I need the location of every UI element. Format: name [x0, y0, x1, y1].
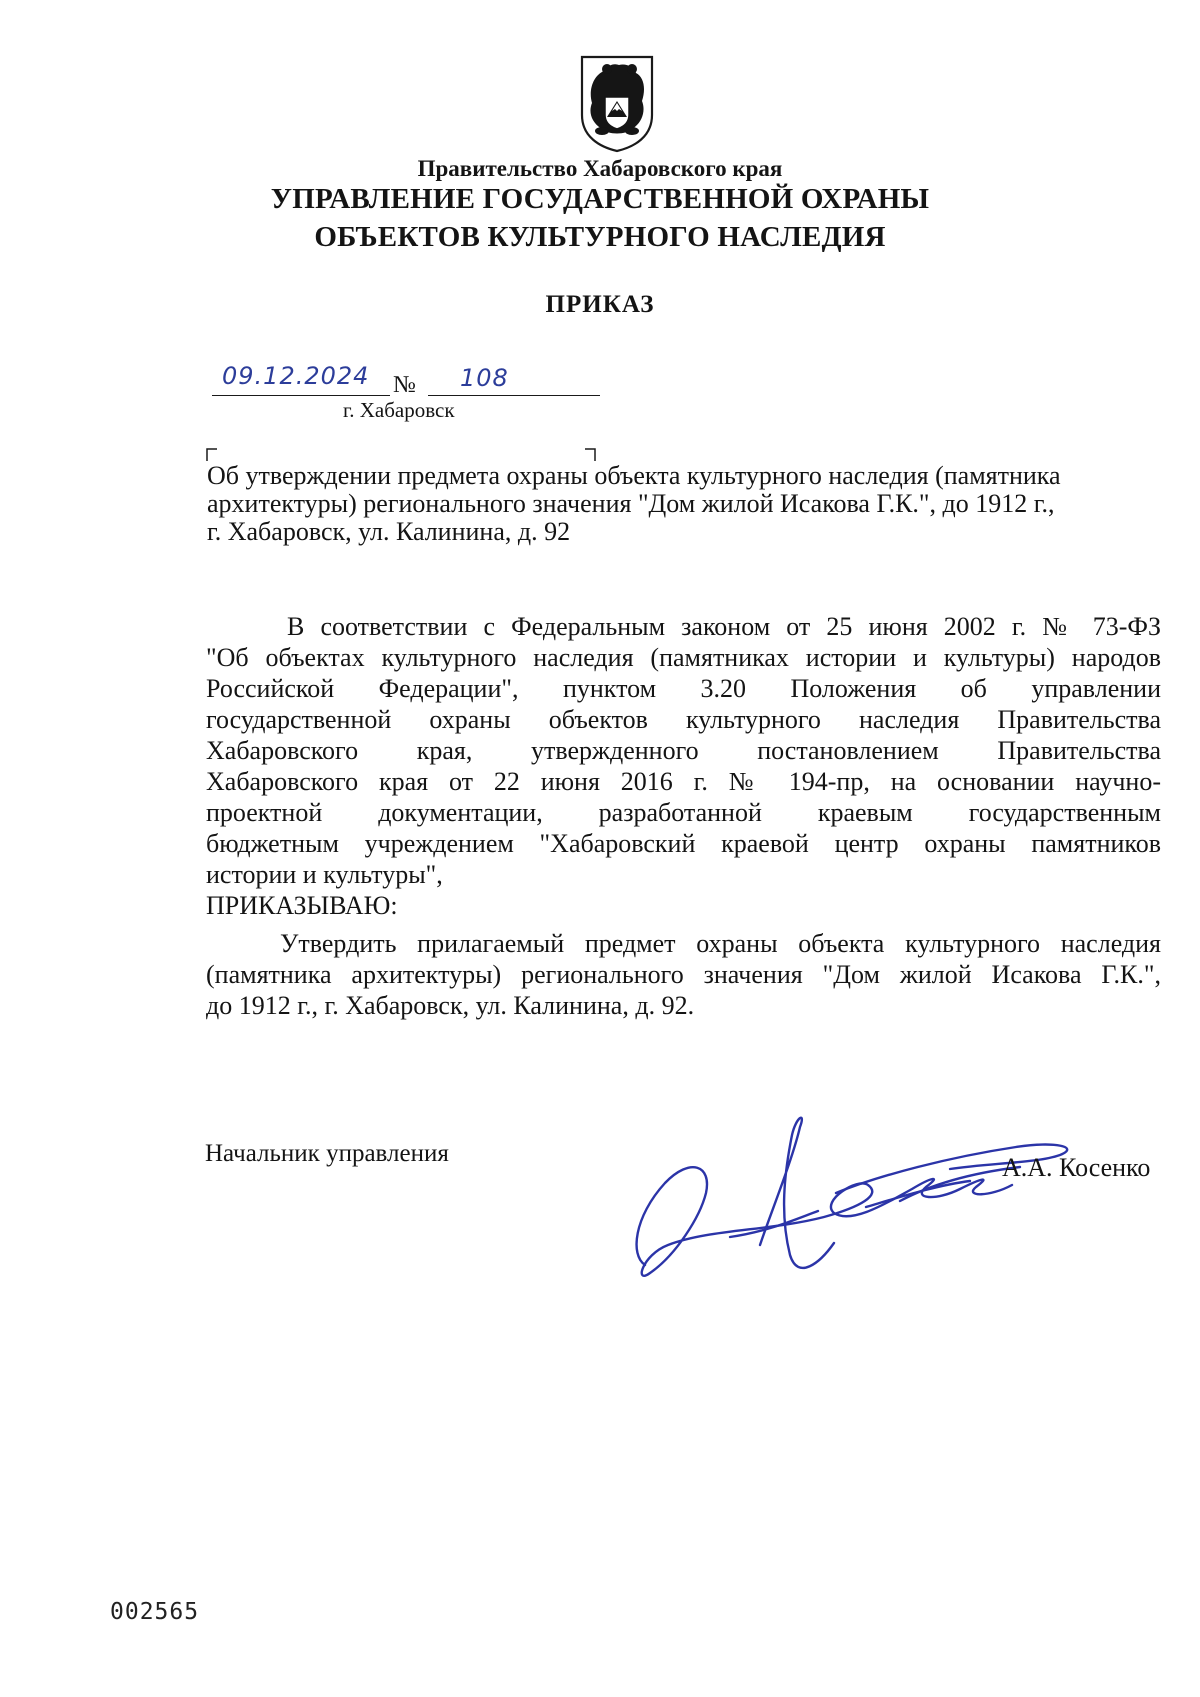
preamble-line: проектной документации, разработанной краевым государственным: [206, 798, 1161, 827]
subject-corner-mark: [206, 448, 218, 462]
order-number: 108: [460, 364, 509, 392]
preamble-line: Хабаровского края от 22 июня 2016 г. № 194-пр, на основании научно-: [206, 767, 1161, 796]
preamble-line: государственной охраны объектов культурного наследия Правительства: [206, 705, 1161, 734]
preamble-line: бюджетным учреждением "Хабаровский краевой центр охраны памятников: [206, 829, 1161, 858]
subject-line: Об утверждении предмета охраны объекта культурного наследия (памятника: [207, 461, 1061, 490]
preamble-line: истории и культуры",: [206, 860, 443, 889]
subject-line: архитектуры) регионального значения "Дом жилой Исакова Г.К.", до 1912 г.,: [207, 489, 1055, 518]
number-sign: №: [393, 372, 416, 398]
subject-line: г. Хабаровск, ул. Калинина, д. 92: [207, 517, 571, 546]
document-type-title: ПРИКАЗ: [545, 291, 655, 318]
date-underline: [212, 395, 390, 396]
order-city: г. Хабаровск: [343, 398, 455, 422]
department-title-line-1: УПРАВЛЕНИЕ ГОСУДАРСТВЕННОЙ ОХРАНЫ: [270, 183, 930, 215]
registration-number: 002565: [110, 1599, 200, 1625]
preamble-line: В соответствии с Федеральным законом от 25 июня 2002 г. № 73-ФЗ: [287, 612, 1161, 641]
decision-line: Утвердить прилагаемый предмет охраны объекта культурного наследия: [280, 929, 1161, 958]
preamble-line: Российской Федерации", пунктом 3.20 Положения об управлении: [206, 674, 1161, 703]
subject-corner-mark: [584, 448, 596, 462]
government-name: Правительство Хабаровского края: [417, 156, 783, 181]
coat-of-arms-icon: [574, 53, 660, 153]
department-title-line-2: ОБЪЕКТОВ КУЛЬТУРНОГО НАСЛЕДИЯ: [314, 221, 886, 253]
decision-line: до 1912 г., г. Хабаровск, ул. Калинина, д. 92.: [206, 991, 695, 1020]
order-word: ПРИКАЗЫВАЮ:: [206, 891, 398, 920]
order-date: 09.12.2024: [222, 362, 370, 390]
signatory-name: А.А. Косенко: [1002, 1153, 1151, 1182]
number-underline: [428, 395, 600, 396]
preamble-line: "Об объектах культурного наследия (памятниках истории и культуры) народов: [206, 643, 1161, 672]
decision-line: (памятника архитектуры) регионального значения "Дом жилой Исакова Г.К.",: [206, 960, 1161, 989]
signatory-position: Начальник управления: [205, 1140, 449, 1167]
handwritten-signature: [620, 1105, 1100, 1295]
preamble-line: Хабаровского края, утвержденного постановлением Правительства: [206, 736, 1161, 765]
